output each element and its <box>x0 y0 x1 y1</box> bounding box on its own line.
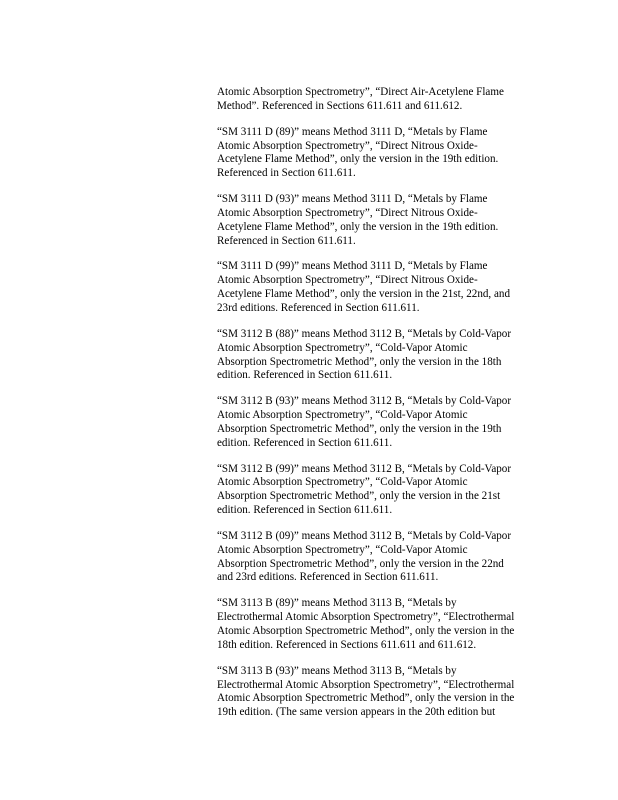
text-line: edition. Referenced in Section 611.611. <box>217 436 393 449</box>
definition-paragraph <box>217 193 549 248</box>
text-line: 19th edition. (The same version appears in the 20th edition but <box>217 706 496 719</box>
definition-paragraph <box>217 395 549 450</box>
text-line: Atomic Absorption Spectrometry”, “Direct Air-Acetylene Flame <box>217 86 504 98</box>
text-line: Atomic Absorption Spectrometry”, “Cold-Vapor Atomic <box>217 341 468 354</box>
text-line: Atomic Absorption Spectrometry”, “Cold-Vapor Atomic <box>217 543 468 556</box>
definition-paragraph <box>217 126 549 181</box>
text-line: “SM 3113 B (89)” means Method 3113 B, “Metals by <box>217 597 457 610</box>
text-line: Electrothermal Atomic Absorption Spectrometry”, “Electrothermal <box>217 678 515 691</box>
text-line: Atomic Absorption Spectrometry”, “Direct Nitrous Oxide- <box>217 206 478 219</box>
text-line: Atomic Absorption Spectrometric Method”, only the version in the <box>217 625 515 637</box>
text-line: Acetylene Flame Method”, only the version in the 21st, 22nd, and <box>217 288 510 301</box>
text-line: 18th edition. Referenced in Sections 611.611 and 611.612. <box>217 638 477 651</box>
definition-paragraph <box>217 597 549 652</box>
text-line: “SM 3113 B (93)” means Method 3113 B, “Metals by <box>217 664 457 677</box>
text-line: Absorption Spectrometric Method”, only the version in the 22nd <box>217 557 504 570</box>
text-line: edition. Referenced in Section 611.611. <box>217 369 393 382</box>
definition-paragraph <box>217 530 549 585</box>
text-line: and 23rd editions. Referenced in Section 611.611. <box>217 571 439 584</box>
text-line: Absorption Spectrometric Method”, only the version in the 18th <box>217 355 502 368</box>
text-line: Referenced in Section 611.611. <box>217 167 356 180</box>
text-line: Electrothermal Atomic Absorption Spectrometry”, “Electrothermal <box>217 611 515 624</box>
definition-paragraph <box>217 86 549 114</box>
text-line: Method”. Referenced in Sections 611.611 and 611.612. <box>217 99 463 112</box>
text-line: Atomic Absorption Spectrometry”, “Direct Nitrous Oxide- <box>217 274 478 287</box>
definition-paragraph <box>217 328 549 383</box>
text-line: Atomic Absorption Spectrometric Method”, only the version in the <box>217 692 515 705</box>
text-line: Referenced in Section 611.611. <box>217 234 356 247</box>
text-line: Atomic Absorption Spectrometry”, “Cold-Vapor Atomic <box>217 476 468 489</box>
text-line: “SM 3112 B (99)” means Method 3112 B, “Metals by Cold-Vapor <box>217 462 512 475</box>
document-page <box>217 86 549 732</box>
definition-paragraph <box>217 665 549 720</box>
text-line: Acetylene Flame Method”, only the version in the 19th edition. <box>217 153 499 166</box>
text-line: Atomic Absorption Spectrometry”, “Direct Nitrous Oxide- <box>217 139 478 152</box>
definition-paragraph <box>217 260 549 315</box>
text-line: “SM 3111 D (93)” means Method 3111 D, “Metals by Flame <box>217 193 488 206</box>
text-line: “SM 3111 D (89)” means Method 3111 D, “Metals by Flame <box>217 125 488 138</box>
text-line: “SM 3112 B (09)” means Method 3112 B, “Metals by Cold-Vapor <box>217 529 512 542</box>
text-line: 23rd editions. Referenced in Section 611.611. <box>217 301 420 314</box>
text-line: “SM 3111 D (99)” means Method 3111 D, “Metals by Flame <box>217 260 488 273</box>
text-line: “SM 3112 B (93)” means Method 3112 B, “Metals by Cold-Vapor <box>217 395 512 408</box>
text-line: Acetylene Flame Method”, only the version in the 19th edition. <box>217 220 499 233</box>
definition-paragraph <box>217 463 549 518</box>
text-line: Atomic Absorption Spectrometry”, “Cold-Vapor Atomic <box>217 409 468 422</box>
text-line: Absorption Spectrometric Method”, only the version in the 19th <box>217 422 502 435</box>
text-line: “SM 3112 B (88)” means Method 3112 B, “Metals by Cold-Vapor <box>217 327 512 340</box>
text-line: edition. Referenced in Section 611.611. <box>217 504 393 517</box>
text-line: Absorption Spectrometric Method”, only the version in the 21st <box>217 490 501 503</box>
